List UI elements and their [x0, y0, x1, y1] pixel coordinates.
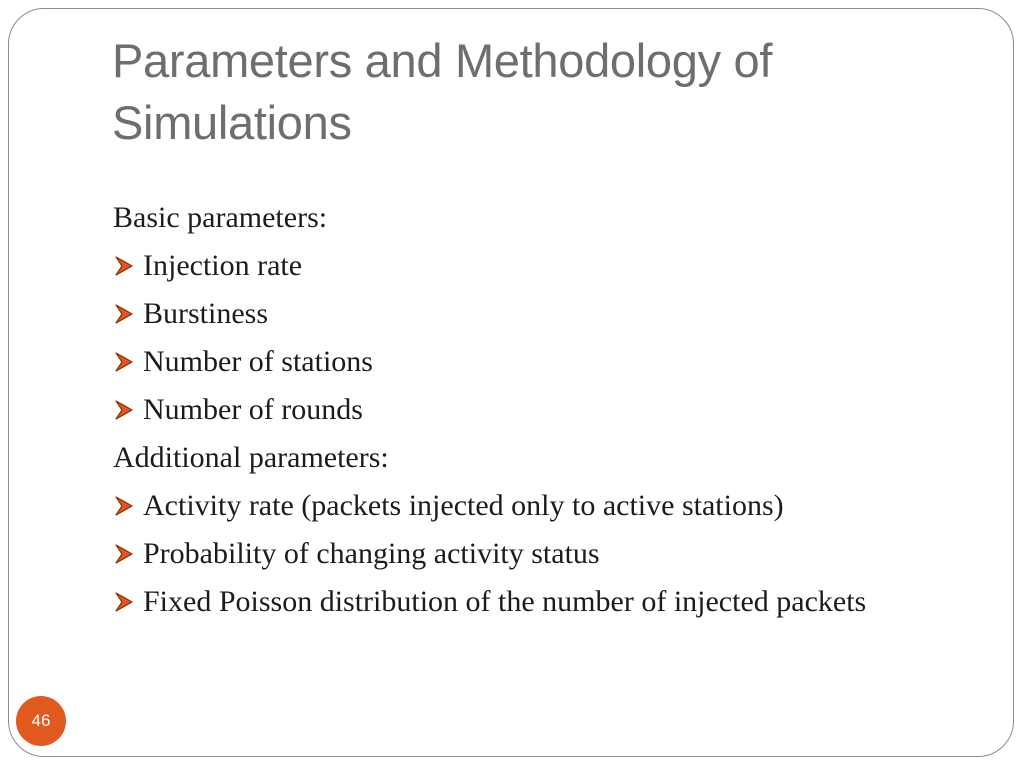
bullet-item-injection-rate — [113, 244, 913, 292]
arrow-bullet-icon — [113, 388, 143, 432]
arrow-bullet-icon — [113, 532, 143, 576]
bullet-text: Probability of changing activity status — [143, 537, 600, 570]
arrow-bullet-icon — [113, 580, 143, 624]
arrow-bullet-icon — [113, 340, 143, 384]
bullet-text: Number of rounds — [143, 393, 363, 426]
basic-parameters-heading: Basic parameters: — [113, 201, 328, 234]
bullet-item-poisson-distribution — [113, 580, 913, 628]
arrow-bullet-icon — [113, 484, 143, 528]
bullet-item-number-of-rounds — [113, 388, 913, 436]
page-number-badge: 46 — [16, 696, 66, 746]
bullet-item-probability-change — [113, 532, 913, 580]
arrow-bullet-icon — [113, 244, 143, 288]
bullet-item-number-of-stations — [113, 340, 913, 388]
bullet-text: Injection rate — [143, 249, 303, 282]
arrow-bullet-icon — [113, 292, 143, 336]
bullet-text: Number of stations — [143, 345, 373, 378]
bullet-item-activity-rate — [113, 484, 913, 532]
additional-parameters-heading: Additional parameters: — [113, 441, 389, 474]
bullet-item-burstiness — [113, 292, 913, 340]
bullet-text: Fixed Poisson distribution of the number of injected packets — [143, 585, 867, 618]
bullet-text: Burstiness — [143, 297, 269, 330]
slide-body — [113, 196, 913, 628]
slide-title: Parameters and Methodology of Simulations — [112, 34, 773, 149]
bullet-text: Activity rate (packets injected only to active stations) — [143, 489, 784, 522]
